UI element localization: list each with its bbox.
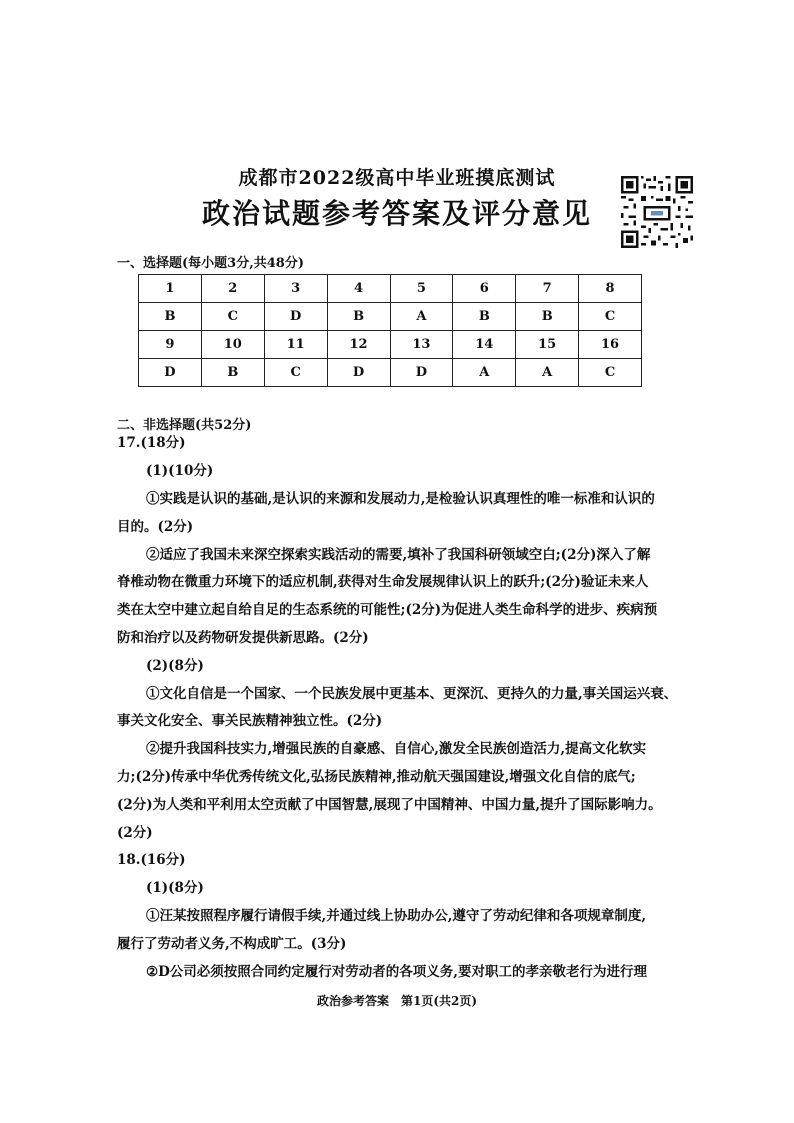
exam-subtitle: 成都市2022级高中毕业班摸底测试 [238,167,556,189]
answer-line: 事关文化安全、事关民族精神独立性。(2分) [117,713,383,729]
table-row [139,331,642,359]
page-title: 政治试题参考答案及评分意见 [201,197,592,230]
table-cell: 13 [390,331,453,359]
answer-line: (2分) [117,825,153,841]
answer-line: ①文化自信是一个国家、一个民族发展中更基本、更深沉、更持久的力量,事关国运兴衰、 [146,686,678,702]
table-cell: 11 [264,331,327,359]
table-cell: 7 [516,275,579,303]
table-row [139,303,642,331]
table-cell: 16 [579,331,642,359]
question-17-heading: 17.(18分) [117,435,186,451]
page-footer: 政治参考答案 第1页(共2页) [316,994,478,1008]
table-cell: 14 [453,331,516,359]
table-cell: B [516,303,579,331]
table-cell: 15 [516,331,579,359]
answer-line: ②D公司必须按照合同约定履行对劳动者的各项义务,要对职工的孝亲敬老行为进行理 [146,964,648,980]
table-cell: C [201,303,264,331]
table-cell: B [453,303,516,331]
qr-code-icon [621,176,693,248]
answer-line: 脊椎动物在微重力环境下的适应机制,获得对生命发展规律认识上的跃升;(2分)验证未来人 [117,574,649,590]
table-cell: 6 [453,275,516,303]
table-cell: 1 [139,275,202,303]
table-cell: D [264,303,327,331]
answer-line: ②适应了我国未来深空探索实践活动的需要,填补了我国科研领域空白;(2分)深入了解 [146,547,651,563]
table-cell: 5 [390,275,453,303]
answer-line: 类在太空中建立起自给自足的生态系统的可能性;(2分)为促进人类生命科学的进步、疾病预 [117,602,658,618]
section-open-heading: 二、非选择题(共52分) [117,418,252,433]
table-cell: A [516,359,579,387]
table-cell: D [390,359,453,387]
table-cell: C [579,359,642,387]
table-cell: 9 [139,331,202,359]
table-cell: B [201,359,264,387]
answer-line: (2)(8分) [146,658,204,674]
answer-line: ②提升我国科技实力,增强民族的自豪感、自信心,激发全民族创造活力,提高文化软实 [146,741,647,757]
table-cell: A [390,303,453,331]
table-cell: D [139,359,202,387]
answer-line: (2分)为人类和平利用太空贡献了中国智慧,展现了中国精神、中国力量,提升了国际影响力。 [117,797,662,813]
answer-table [138,274,642,387]
section-choice-heading: 一、选择题(每小题3分,共48分) [117,256,304,271]
answer-line: (1)(8分) [146,880,204,896]
table-cell: 4 [327,275,390,303]
table-row [139,359,642,387]
table-row [139,275,642,303]
answer-line: 防和治疗以及药物研发提供新思路。(2分) [117,630,369,646]
answer-line: 力;(2分)传承中华优秀传统文化,弘扬民族精神,推动航天强国建设,增强文化自信的底气; [117,769,636,785]
table-cell: B [139,303,202,331]
answer-line: (1)(10分) [146,463,214,479]
table-cell: 2 [201,275,264,303]
table-cell: 10 [201,331,264,359]
table-cell: C [579,303,642,331]
table-cell: D [327,359,390,387]
answer-line: ①汪某按照程序履行请假手续,并通过线上协助办公,遵守了劳动纪律和各项规章制度, [146,908,647,924]
answer-line: 履行了劳动者义务,不构成旷工。(3分) [117,936,347,952]
answer-line: ①实践是认识的基础,是认识的来源和发展动力,是检验认识真理性的唯一标准和认识的 [146,491,655,507]
table-cell: 3 [264,275,327,303]
table-cell: 12 [327,331,390,359]
table-cell: 8 [579,275,642,303]
table-cell: A [453,359,516,387]
question-18-heading: 18.(16分) [117,852,186,868]
table-cell: C [264,359,327,387]
answer-line: 目的。(2分) [117,519,194,535]
table-cell: B [327,303,390,331]
